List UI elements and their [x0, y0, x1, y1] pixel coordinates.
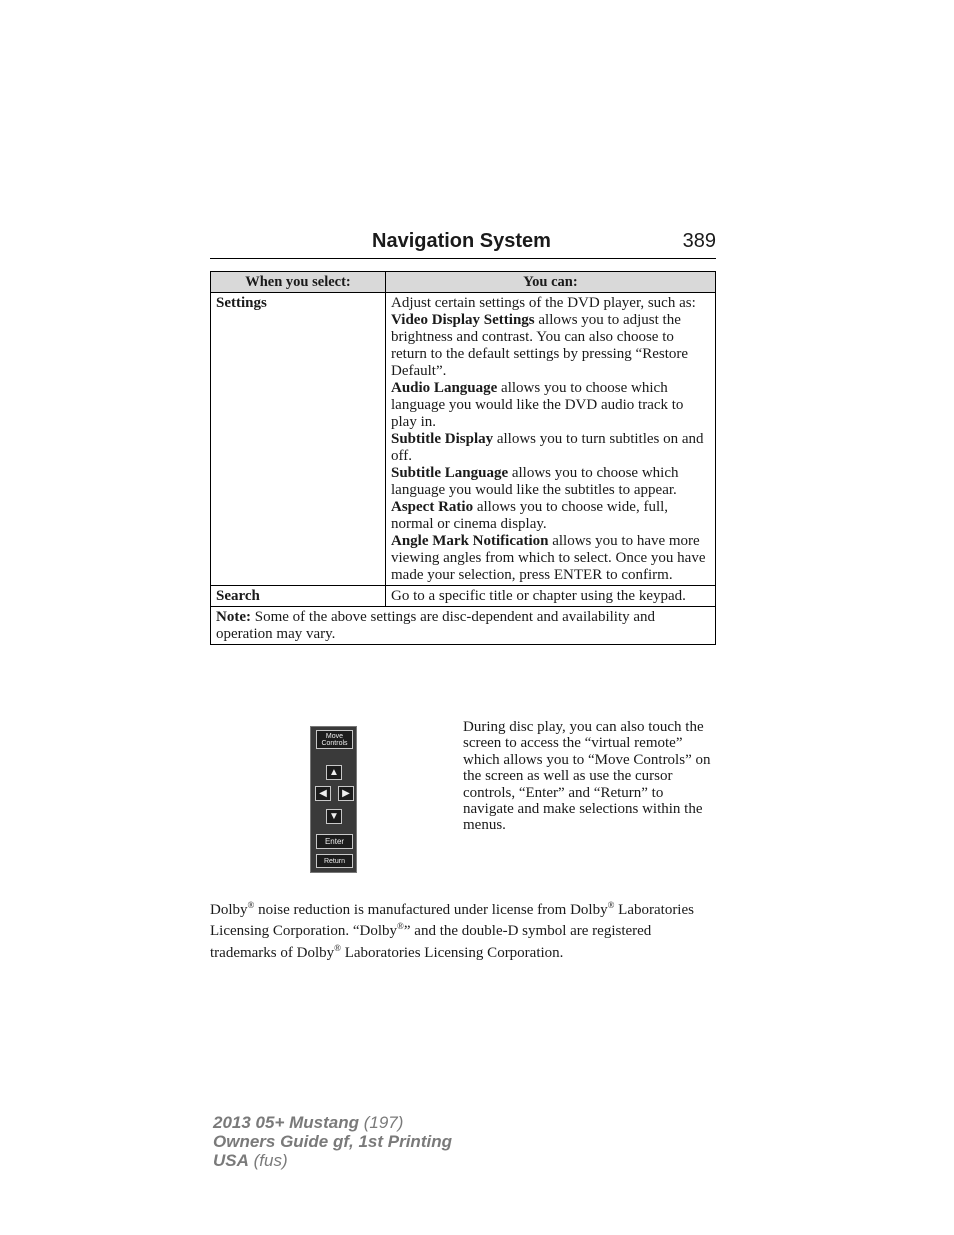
search-description: Go to a specific title or chapter using the keypad.	[386, 586, 716, 607]
footer-printing: Owners Guide gf, 1st Printing	[213, 1132, 452, 1151]
dolby-footnote	[210, 897, 720, 961]
footer-model: 2013 05+ Mustang	[213, 1113, 359, 1132]
setting-text: allows you to choose which language you would like the DVD audio track to play in.	[391, 380, 684, 430]
setting-item	[391, 499, 710, 533]
setting-term: Angle Mark Notification	[391, 533, 549, 549]
up-arrow-icon: ▲	[326, 765, 342, 780]
footer-market-code: (fus)	[248, 1151, 288, 1170]
setting-item	[391, 431, 710, 465]
setting-text: allows you to choose wide, full, normal or cinema display.	[391, 499, 669, 532]
setting-text: allows you to have more viewing angles from which to select. Once you have made your selection, press ENTER to confirm.	[391, 533, 706, 583]
enter-button: Enter	[316, 834, 353, 849]
note-text: Some of the above settings are disc-dependent and availability and operation may vary.	[216, 609, 656, 642]
footnote-text: Laboratories Licensing Corporation. “Dolby	[210, 902, 694, 940]
setting-term: Subtitle Display	[391, 431, 494, 447]
setting-text: allows you to turn subtitles on and off.	[391, 431, 704, 464]
setting-term: Video Display Settings	[391, 312, 535, 328]
virtual-remote-image	[310, 726, 357, 873]
col1-header: When you select:	[211, 272, 386, 293]
section-title: Navigation System	[372, 230, 551, 252]
left-arrow-icon: ◀	[315, 786, 331, 801]
virtual-remote-description: During disc play, you can also touch the screen to access the “virtual remote” which allows you to “Move Controls” on the screen as well as use the cursor controls, “Enter” and “Return” to navigate and make selections within the menus.	[463, 719, 711, 834]
registered-mark: ®	[397, 921, 404, 932]
settings-table	[210, 271, 716, 645]
setting-item	[391, 380, 710, 431]
col2-header: You can:	[386, 272, 716, 293]
setting-term: Subtitle Language	[391, 465, 509, 481]
footnote-text: ” and the double-D symbol are registered trademarks of Dolby	[210, 923, 652, 961]
page-footer	[213, 1113, 452, 1170]
settings-label: Settings	[211, 293, 386, 586]
registered-mark: ®	[607, 900, 615, 910]
setting-term: Aspect Ratio	[391, 499, 474, 515]
footer-market: USA	[213, 1151, 249, 1170]
setting-item	[391, 312, 710, 380]
note-row	[211, 607, 716, 645]
footnote-text: Laboratories Licensing Corporation.	[340, 944, 564, 961]
page-header	[210, 228, 716, 259]
footer-model-code: (197)	[359, 1113, 404, 1132]
footnote-text: noise reduction is manufactured under license from Dolby	[254, 902, 608, 918]
setting-text: allows you to choose which language you would like the subtitles to appear.	[391, 465, 679, 498]
registered-mark: ®	[247, 900, 255, 910]
table-header-row	[211, 272, 716, 293]
setting-term: Audio Language	[391, 380, 498, 396]
down-arrow-icon: ▼	[326, 809, 342, 824]
table-row	[211, 586, 716, 607]
table-row	[211, 293, 716, 586]
move-controls-button	[316, 730, 353, 749]
note-label: Note:	[216, 609, 251, 625]
right-arrow-icon: ▶	[338, 786, 354, 801]
note-cell	[211, 607, 716, 645]
settings-intro: Adjust certain settings of the DVD player, such as:	[391, 295, 696, 311]
controls-label: Controls	[321, 739, 348, 747]
page-number: 389	[682, 230, 716, 252]
move-label: Move	[325, 732, 344, 740]
return-button: Return	[316, 854, 353, 868]
setting-text: allows you to adjust the brightness and contrast. You can also choose to return to the default settings by pressing “Restore Default”.	[391, 312, 689, 379]
setting-item	[391, 533, 710, 584]
search-label: Search	[211, 586, 386, 607]
footnote-text: Dolby	[210, 902, 248, 918]
registered-mark: ®	[334, 942, 341, 953]
setting-item	[391, 465, 710, 499]
settings-description	[386, 293, 716, 586]
